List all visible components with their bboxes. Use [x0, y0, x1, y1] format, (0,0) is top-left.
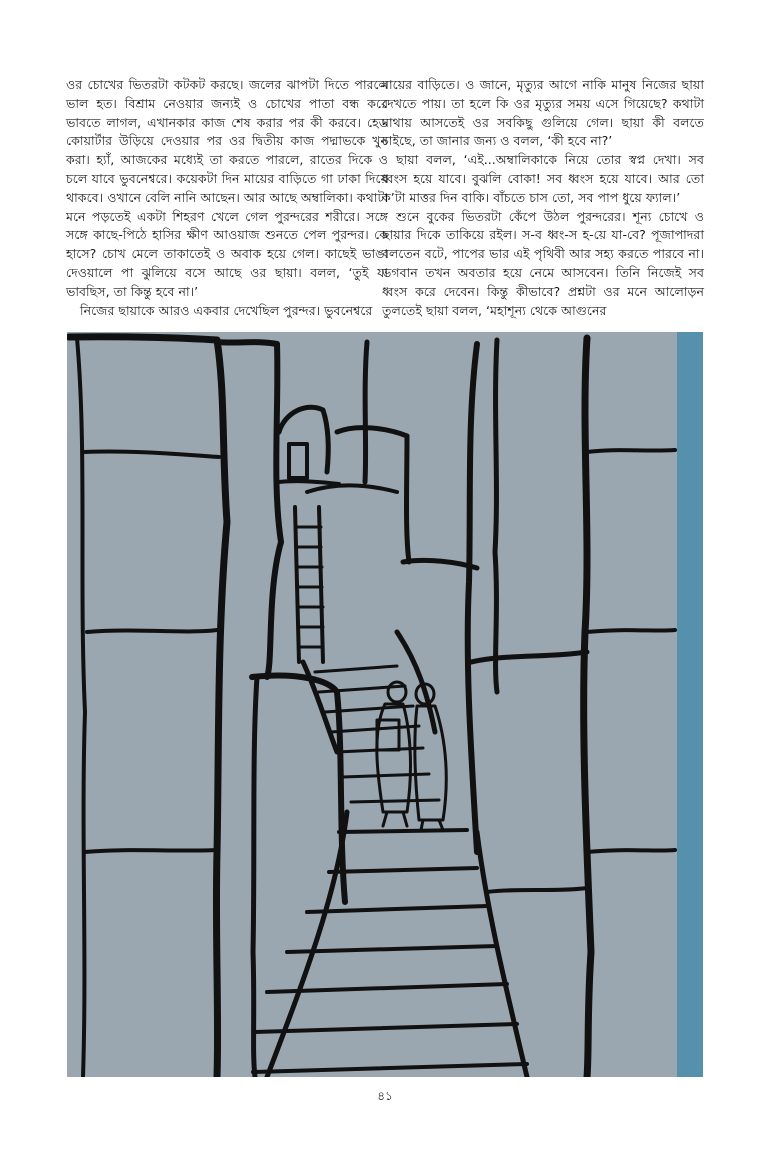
stone-alley-stairs-illustration: [67, 332, 703, 1077]
text-column-right: [382, 76, 704, 320]
paragraph: নিজের ছায়াকে আরও একবার দেখেছিল পুরন্দর। ভুবনেশ্বরে: [80, 302, 373, 318]
paragraph: ওর চোখের ভিতরটা কটকট করছে। জলের ঝাপটা দিতে পারলে ভাল হত। বিশ্রাম নেওয়ার জন্যই ও চোখের পাতা বন্ধ করে ভাবতে লাগল, এখানকার কাজ শেষ করার পর কী করবে। হেড কোয়ার্টার উড়িয়ে দেওয়ার পর ওর দ্বিতীয় কাজ পদ্মাভকে খুন করা। হ্যাঁ, আজকের মধ্যেই তা করতে পারলে, রাতের দিকে ও চলে যাবে ভুবনেশ্বরে। কয়েকটা দিন মায়ের বাড়িতে গা ঢাকা দিয়ে থাকবে। ওখানে বেলি নানি আছেন। আর আছে অম্বালিকা। কথাটা মনে পড়তেই একটা শিহরণ খেলে গেল পুরন্দরের শরীরে। সঙ্গে সঙ্গে কাছে-পিঠে হাসির ক্ষীণ আওয়াজ শুনতে পেল পুরন্দর। কে হাসে? চোখ মেলে তাকাতেই ও অবাক হয়ে গেল। কাছেই ভাঙা দেওয়ালে পা ঝুলিয়ে বসে আছে ওর ছায়া। বলল, ‘তুই যা ভাবছিস, তা কিন্তু হবে না।’: [66, 77, 388, 299]
text-column-left: [66, 76, 388, 320]
paragraph: শুনে বুকের ভিতরটা কেঁপে উঠল পুরন্দরের। শূন্য চোখে ও ছায়ার দিকে তাকিয়ে রইল। স-ব ধ্বং-স হ-য়ে যা-বে? পূজাপাদরা বলতেন বটে, পাপের ভার এই পৃথিবী আর সহ্য করতে পারবে না। ভগবান তখন অবতার হয়ে নেমে আসবেন। তিনি নিজেই সব ধ্বংস করে দেবেন। কিন্তু কীভাবে? প্রশ্নটা ওর মনে আলোড়ন তুলতেই ছায়া বলল, ‘মহাশূন্য থেকে আগুনের: [382, 208, 704, 318]
paragraph: মায়ের বাড়িতে। ও জানে, মৃত্যুর আগে নাকি মানুষ নিজের ছায়া দেখতে পায়। তা হলে কি ওর মৃত্যুর সময় এসে গিয়েছে? কথাটা মাথায় আসতেই ওর সবকিছু গুলিয়ে গেল। ছায়া কী বলতে চাইছে, তা জানার জন্য ও বলল, ‘কী হবে না?’: [382, 77, 704, 149]
accent-strip: [677, 332, 703, 1077]
page-number: ৪১: [377, 1089, 393, 1103]
paragraph: ছায়া বলল, ‘এই...অম্বালিকাকে নিয়ে তোর স্বপ্ন দেখা। সব ধ্বংস হয়ে যাবে। বুঝলি বোকা! সব ধ্বংস হয়ে যাবে। আর তো ক’টা মাত্তর দিন বাকি। বাঁচতে চাস তো, সব পাপ ধুয়ে ফ্যাল।’: [382, 152, 704, 205]
